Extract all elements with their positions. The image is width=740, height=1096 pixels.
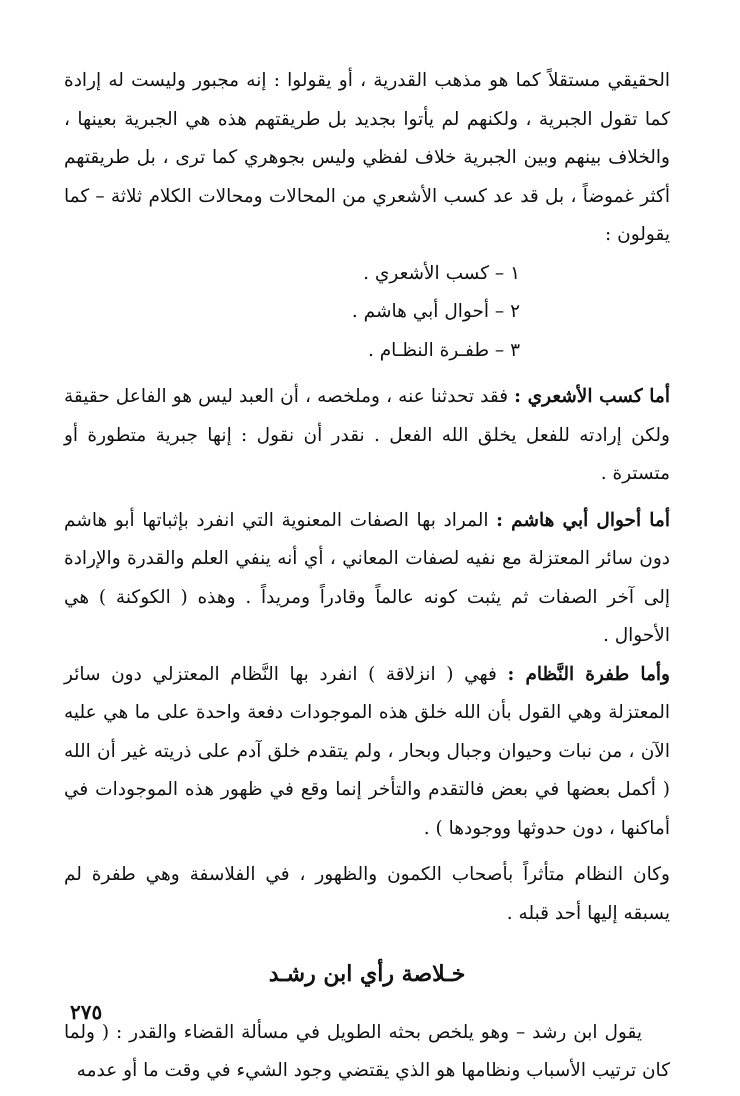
tafra-paragraph — [64, 656, 670, 849]
impossibilities-list — [64, 255, 670, 371]
list-item: ٢ – أحوال أبي هاشم . — [351, 301, 520, 322]
ahwal-body: المراد بها الصفات المعنوية التي انفرد بإثباتها أبو هاشم دون سائر المعتزلة مع نفيه لصفات المعاني ، أي أنه ينفي العلم والقدرة والإرادة إلى آخر الصفات ثم يثبت كونه عالماً وقادراً ومريداً . وهذه ( الكوكنة ) هي الأحوال . — [64, 509, 670, 646]
nazzam-paragraph: وكان النظام متأثراً بأصحاب الكمون والظهور ، في الفلاسفة وهي طفرة لم يسبقه إليها أحد قبله . — [64, 864, 670, 924]
tafra-lead: وأما طفرة النَّظام : — [507, 663, 670, 685]
section-heading: خـلاصة رأي ابن رشـد — [268, 961, 466, 987]
kasb-paragraph — [64, 378, 670, 494]
ahwal-paragraph — [64, 502, 670, 656]
list-item: ٣ – طفـرة النظـام . — [367, 339, 520, 361]
page-number: ٢٧٥ — [70, 1000, 103, 1024]
page-body — [64, 62, 670, 1091]
kasb-body: فقد تحدثنا عنه ، وملخصه ، أن العبد ليس هو الفاعل حقيقة ولكن إرادته للفعل يخلق الله الفعل . نقدر أن نقول : إنها جبرية متطورة أو متسترة . — [64, 386, 670, 484]
kasb-lead: أما كسب الأشعري : — [514, 386, 670, 407]
intro-paragraph: الحقيقي مستقلاً كما هو مذهب القدرية ، أو يقولوا : إنه مجبور وليست له إرادة كما تقول الجبرية ، ولكنهم لم يأتوا بجديد بل طريقتهم هذه هي الجبرية بعينها ، والخلاف بينهم وبين الجبرية خلاف لفظي وليس بجوهري كما ترى ، بل طريقتهم أكثر غموضاً ، بل قد عد كسب الأشعري من المحالات ومحالات الكلام ثلاثة – كما يقولون : — [64, 70, 670, 245]
list-item: ١ – كسب الأشعري . — [363, 262, 520, 284]
tafra-body: فهي ( انزلاقة ) انفرد بها النَّظام المعتزلي دون سائر المعتزلة وهي القول بأن الله خلق هذه الموجودات دفعة واحدة على ما هي عليه الآن ، من نبات وحيوان وجبال وبحار ، ولم يتقدم خلق آدم على ذريته غير أن الله ( أكمل بعضها في بعض فالتقدم والتأخر إنما وقع في ظهور هذه الموجودات في أماكنها ، دون حدوثها ووجودها ) . — [64, 663, 670, 839]
ahwal-lead: أما أحوال أبي هاشم : — [496, 509, 670, 531]
ibn-rushd-paragraph: يقول ابن رشد – وهو يلخص بحثه الطويل في مسألة القضاء والقدر : ( ولما كان ترتيب الأسباب ونظامها هو الذي يقتضي وجود الشيء في وقت ما أو عدمه — [64, 1021, 670, 1081]
